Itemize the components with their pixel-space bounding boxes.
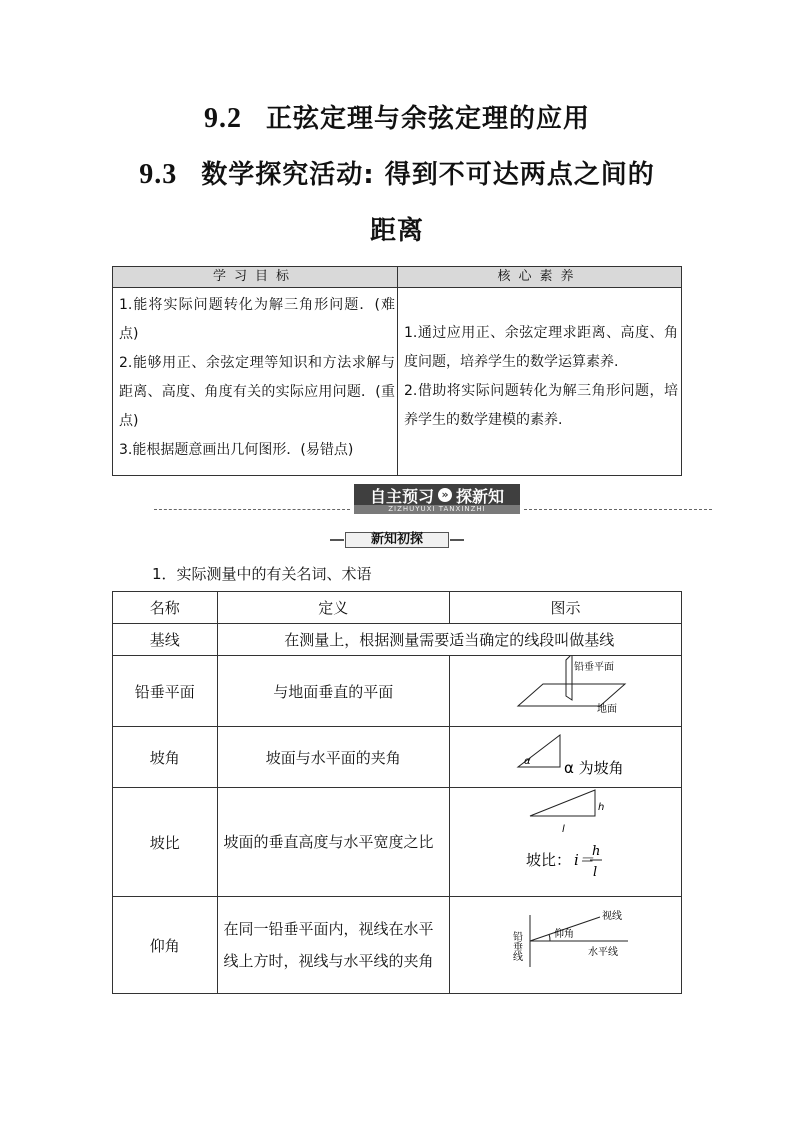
banner-text: 探新知 [456,486,505,506]
slope-ratio-caption: 坡比： [525,851,571,869]
formula-lhs: i＝ [573,851,594,869]
header-cell: 名称 [113,592,218,624]
term-name: 仰角 [113,897,218,994]
objective-item: 2.能够用正、余弦定理等知识和方法求解与距离、高度、角度有关的实际应用问题．(重点) [119,355,395,429]
competency-list [404,319,678,435]
term-definition: 坡面与水平面的夹角 [217,727,449,788]
slope-angle-caption: α 为坡角 [563,759,624,777]
elevation-angle-diagram [450,897,681,989]
objective-item: 3.能根据题意画出几何图形．(易错点) [119,442,354,458]
table-row [113,727,682,788]
section-heading: 1．实际测量中的有关名词、术语 [152,565,372,583]
title-text: 正弦定理与余弦定理的应用 [265,104,590,134]
term-name: 基线 [113,624,218,656]
title-line-1 [0,98,794,135]
objectives-table [112,266,682,476]
figure-cell [449,788,681,897]
dashed-divider-right [524,509,712,510]
section-number: 9.2 [203,103,242,134]
header-cell: 定义 [217,592,449,624]
table-row [113,788,682,897]
term-definition: 在同一铅垂平面内，视线在水平线上方时，视线与水平线的夹角 [217,897,449,994]
term-name: 坡角 [113,727,218,788]
figure-cell [449,897,681,994]
ground-label: 地面 [596,704,617,715]
banner-text: 自主预习 [369,486,434,506]
column-divider [397,287,398,475]
formula-denominator: l [592,865,598,880]
sight-line-label: 视线 [601,911,622,922]
term-definition: 在测量上，根据测量需要适当确定的线段叫做基线 [217,624,681,656]
figure-cell [449,656,681,727]
vertical-plane-diagram [450,656,681,722]
objective-item: 1.能将实际问题转化为解三角形问题．(难点) [119,297,395,342]
term-definition: 坡面的垂直高度与水平宽度之比 [217,788,449,897]
competency-header: 核心素养 [398,267,681,288]
alpha-label: α [523,756,531,767]
height-label: h [597,802,605,813]
elevation-angle-label: 仰角 [553,929,574,940]
terms-table [112,591,682,994]
competency-item: 1.通过应用正、余弦定理求距离、高度、角度问题，培养学生的数学运算素养. [404,325,678,370]
slope-angle-diagram [450,727,681,783]
term-definition: 与地面垂直的平面 [217,656,449,727]
objectives-list [119,291,395,465]
objectives-header: 学习目标 [113,267,398,288]
table-row [113,624,682,656]
banner-pinyin: ZIZHUYUXI TANXINZHI [354,505,520,514]
table-row [113,897,682,994]
subsection-tag: 新知初探 [345,532,449,548]
plumb-line-label: 铅垂线 [510,931,522,961]
figure-cell [449,727,681,788]
formula-numerator: h [591,844,601,859]
term-name: 铅垂平面 [113,656,218,727]
length-label: l [561,824,565,835]
table-header-row [113,592,682,624]
table-row [113,656,682,727]
horizontal-line-label: 水平线 [587,947,618,958]
dashed-divider-left [154,509,350,510]
competency-item: 2.借助将实际问题转化为解三角形问题，培养学生的数学建模的素养. [404,383,678,428]
section-number: 9.3 [139,159,178,190]
title-text: 数学探究活动: 得到不可达两点之间的 [201,160,655,190]
arrow-icon: » [438,488,452,502]
slope-ratio-diagram [450,788,681,892]
title-line-2 [0,154,794,191]
vertical-plane-label: 铅垂平面 [573,662,614,673]
title-line-3: 距离 [369,216,424,246]
term-name: 坡比 [113,788,218,897]
section-banner [354,484,520,506]
header-cell: 图示 [449,592,681,624]
